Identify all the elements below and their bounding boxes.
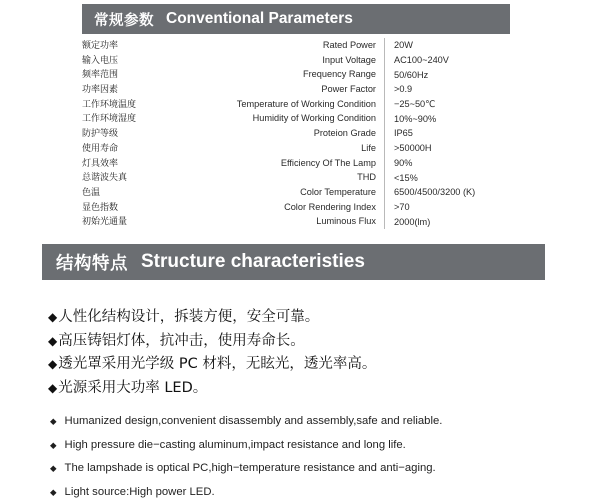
parameter-row <box>82 170 522 185</box>
parameter-label-en: Input Voltage <box>160 55 384 65</box>
diamond-bullet-icon: ◆ <box>50 410 57 434</box>
parameter-value: 2000(lm) <box>384 214 522 229</box>
section-header-structure-characteristics <box>42 244 545 280</box>
structure-feature-text-cn: 透光罩采用光学级 PC 材料，无眩光，透光率高。 <box>58 353 376 377</box>
diamond-bullet-icon: ◆ <box>50 434 57 458</box>
parameter-value: 90% <box>384 156 522 171</box>
structure-feature-item-en <box>50 481 580 504</box>
parameter-label-cn: 显色指数 <box>82 200 160 213</box>
parameter-value: 20W <box>384 38 522 53</box>
structure-feature-item-cn <box>48 306 568 330</box>
parameter-label-en: Frequency Range <box>160 69 384 79</box>
parameter-row <box>82 156 522 171</box>
parameter-label-cn: 功率因素 <box>82 82 160 95</box>
structure-feature-text-en: The lampshade is optical PC,high−temperature resistance and anti−aging. <box>65 457 436 481</box>
parameter-value: >50000H <box>384 141 522 156</box>
parameter-row <box>82 53 522 68</box>
parameter-row <box>82 82 522 97</box>
parameter-row <box>82 38 522 53</box>
parameter-label-cn: 工作环境温度 <box>82 97 160 110</box>
structure-feature-item-en <box>50 434 580 458</box>
parameter-label-en: Power Factor <box>160 84 384 94</box>
parameter-row <box>82 126 522 141</box>
diamond-bullet-icon: ◆ <box>48 306 57 330</box>
parameter-value: 50/60Hz <box>384 67 522 82</box>
structure-feature-item-en <box>50 457 580 481</box>
section-header-conventional-parameters <box>82 4 510 34</box>
parameter-label-en: Rated Power <box>160 40 384 50</box>
parameter-row <box>82 111 522 126</box>
parameter-label-cn: 输入电压 <box>82 53 160 66</box>
parameter-label-cn: 工作环境湿度 <box>82 111 160 124</box>
diamond-bullet-icon: ◆ <box>48 353 57 377</box>
parameter-label-cn: 初始光通量 <box>82 214 160 227</box>
structure-feature-item-cn <box>48 330 568 354</box>
parameter-row <box>82 67 522 82</box>
structure-feature-item-cn <box>48 377 568 401</box>
parameter-value: <15% <box>384 170 522 185</box>
parameter-label-en: Color Rendering Index <box>160 202 384 212</box>
parameter-label-cn: 总谐波失真 <box>82 170 160 183</box>
section-header-structure-characteristics-title-en: Structure characteristies <box>141 251 365 273</box>
section-header-conventional-parameters-title-en: Conventional Parameters <box>166 10 353 28</box>
parameter-label-cn: 额定功率 <box>82 38 160 51</box>
parameter-value: >0.9 <box>384 82 522 97</box>
parameter-label-en: Efficiency Of The Lamp <box>160 158 384 168</box>
parameter-label-en: Proteion Grade <box>160 128 384 138</box>
structure-feature-text-cn: 人性化结构设计，拆装方便，安全可靠。 <box>58 306 319 330</box>
parameter-label-en: Life <box>160 143 384 153</box>
parameter-label-en: THD <box>160 172 384 182</box>
section-header-structure-characteristics-title-cn: 结构特点 <box>56 250 128 275</box>
structure-feature-text-en: Light source:High power LED. <box>65 481 215 504</box>
parameter-label-en: Color Temperature <box>160 187 384 197</box>
conventional-parameters-table <box>82 38 522 229</box>
parameter-label-en: Luminous Flux <box>160 216 384 226</box>
parameter-value: 6500/4500/3200 (K) <box>384 185 522 200</box>
parameter-row <box>82 214 522 229</box>
diamond-bullet-icon: ◆ <box>48 377 57 401</box>
diamond-bullet-icon: ◆ <box>48 330 57 354</box>
structure-feature-text-cn: 光源采用大功率 LED。 <box>58 377 207 401</box>
parameter-value: AC100~240V <box>384 53 522 68</box>
parameter-row <box>82 185 522 200</box>
parameter-label-cn: 防护等级 <box>82 126 160 139</box>
structure-feature-text-en: Humanized design,convenient disassembly and assembly,safe and reliable. <box>65 410 443 434</box>
parameter-label-cn: 色温 <box>82 185 160 198</box>
parameter-value: >70 <box>384 200 522 215</box>
structure-feature-item-en <box>50 410 580 434</box>
diamond-bullet-icon: ◆ <box>50 481 57 504</box>
structure-feature-text-en: High pressure die−casting aluminum,impact resistance and long life. <box>65 434 406 458</box>
structure-features-list-cn <box>48 306 568 400</box>
parameter-label-cn: 灯具效率 <box>82 156 160 169</box>
parameter-label-cn: 频率范围 <box>82 67 160 80</box>
structure-features-list-en <box>50 410 580 504</box>
parameter-row <box>82 97 522 112</box>
structure-feature-text-cn: 高压铸铝灯体，抗冲击，使用寿命长。 <box>58 330 305 354</box>
parameter-value: IP65 <box>384 126 522 141</box>
parameter-label-en: Temperature of Working Condition <box>160 99 384 109</box>
parameter-label-en: Humidity of Working Condition <box>160 113 384 123</box>
parameter-value: −25~50℃ <box>384 97 522 112</box>
parameter-value: 10%~90% <box>384 111 522 126</box>
diamond-bullet-icon: ◆ <box>50 457 57 481</box>
parameter-label-cn: 使用寿命 <box>82 141 160 154</box>
structure-feature-item-cn <box>48 353 568 377</box>
parameter-row <box>82 200 522 215</box>
parameter-row <box>82 141 522 156</box>
section-header-conventional-parameters-title-cn: 常规参数 <box>94 9 154 30</box>
